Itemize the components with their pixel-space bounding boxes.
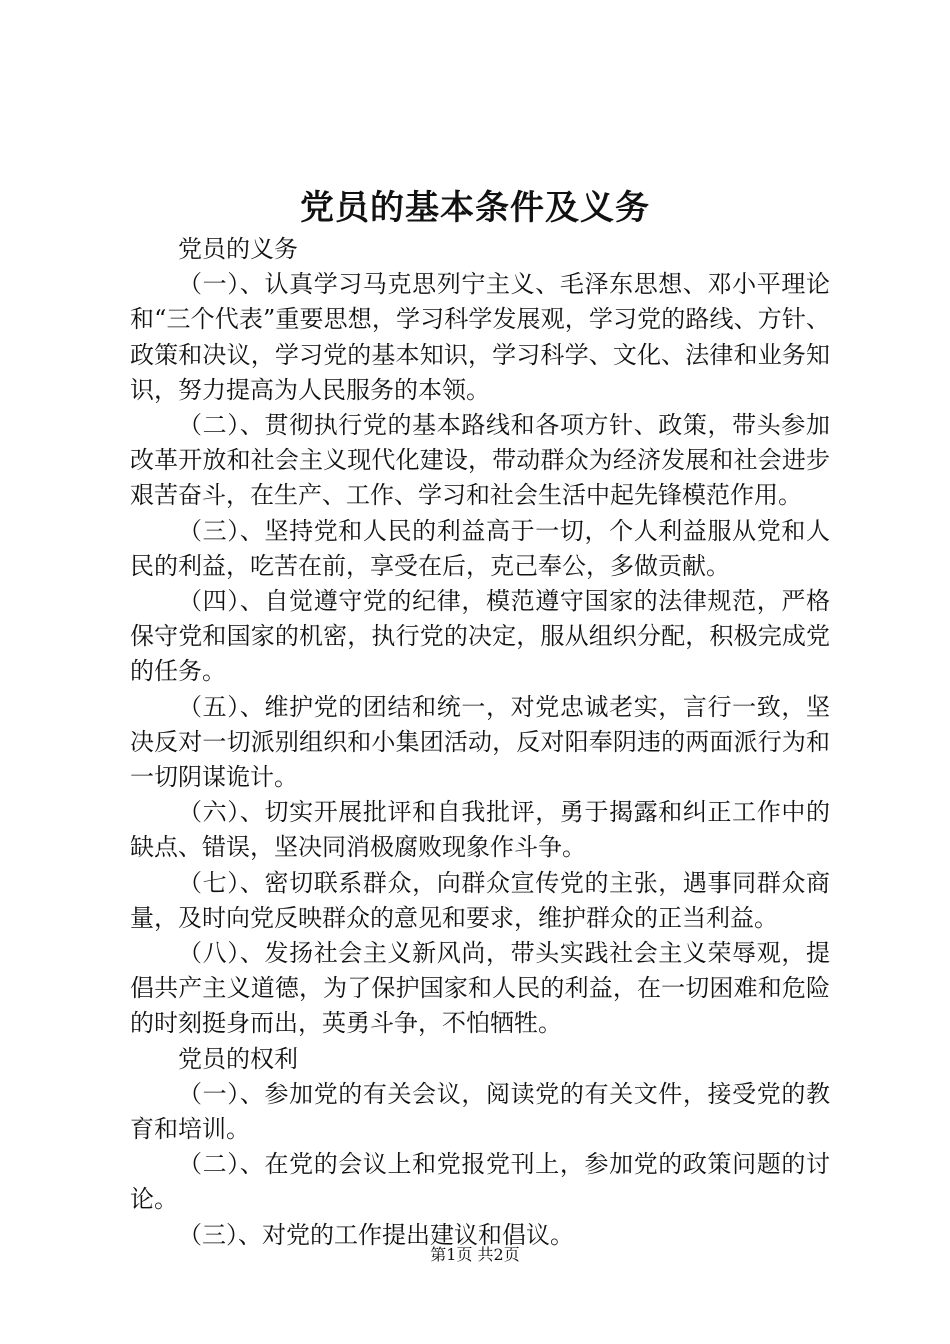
section-heading-duties: 党员的义务: [178, 235, 298, 263]
document-body: [130, 232, 830, 1253]
paragraph: （八）、发扬社会主义新风尚，带头实践社会主义荣辱观，提倡共产主义道德，为了保护国家和人民的利益，在一切困难和危险的时刻挺身而出，英勇斗争，不怕牺牲。: [130, 939, 830, 1038]
paragraph: （三）、坚持党和人民的利益高于一切，个人利益服从党和人民的利益，吃苦在前，享受在后，克己奉公，多做贡献。: [130, 516, 830, 580]
paragraph: （二）、在党的会议上和党报党刊上，参加党的政策问题的讨论。: [130, 1150, 830, 1214]
paragraph: （五）、维护党的团结和统一，对党忠诚老实，言行一致，坚决反对一切派别组织和小集团活动，反对阳奉阴违的两面派行为和一切阴谋诡计。: [130, 692, 830, 792]
paragraph: （一）、认真学习马克思列宁主义、毛泽东思想、邓小平理论和“三个代表”重要思想，学习科学发展观，学习党的路线、方针、政策和决议，学习党的基本知识，学习科学、文化、法律和业务知识，努力提高为人民服务的本领。: [130, 270, 830, 404]
paragraph: （四）、自觉遵守党的纪律，模范遵守国家的法律规范，严格保守党和国家的机密，执行党的决定，服从组织分配，积极完成党的任务。: [130, 587, 830, 686]
paragraph: （二）、贯彻执行党的基本路线和各项方针、政策，带头参加改革开放和社会主义现代化建设，带动群众为经济发展和社会进步艰苦奋斗，在生产、工作、学习和社会生活中起先锋模范作用。: [130, 411, 830, 510]
document-title: 党员的基本条件及义务: [300, 188, 650, 228]
page-number: 第1页 共2页: [430, 1245, 520, 1264]
paragraph: （七）、密切联系群众，向群众宣传党的主张，遇事同群众商量，及时向党反映群众的意见和要求，维护群众的正当利益。: [130, 868, 830, 932]
paragraph: （三）、对党的工作提出建议和倡议。: [178, 1220, 574, 1249]
paragraph: （六）、切实开展批评和自我批评，勇于揭露和纠正工作中的缺点、错误，坚决同消极腐败现象作斗争。: [130, 798, 830, 862]
section-heading-rights: 党员的权利: [178, 1044, 298, 1073]
paragraph: （一）、参加党的有关会议，阅读党的有关文件，接受党的教育和培训。: [130, 1079, 830, 1144]
